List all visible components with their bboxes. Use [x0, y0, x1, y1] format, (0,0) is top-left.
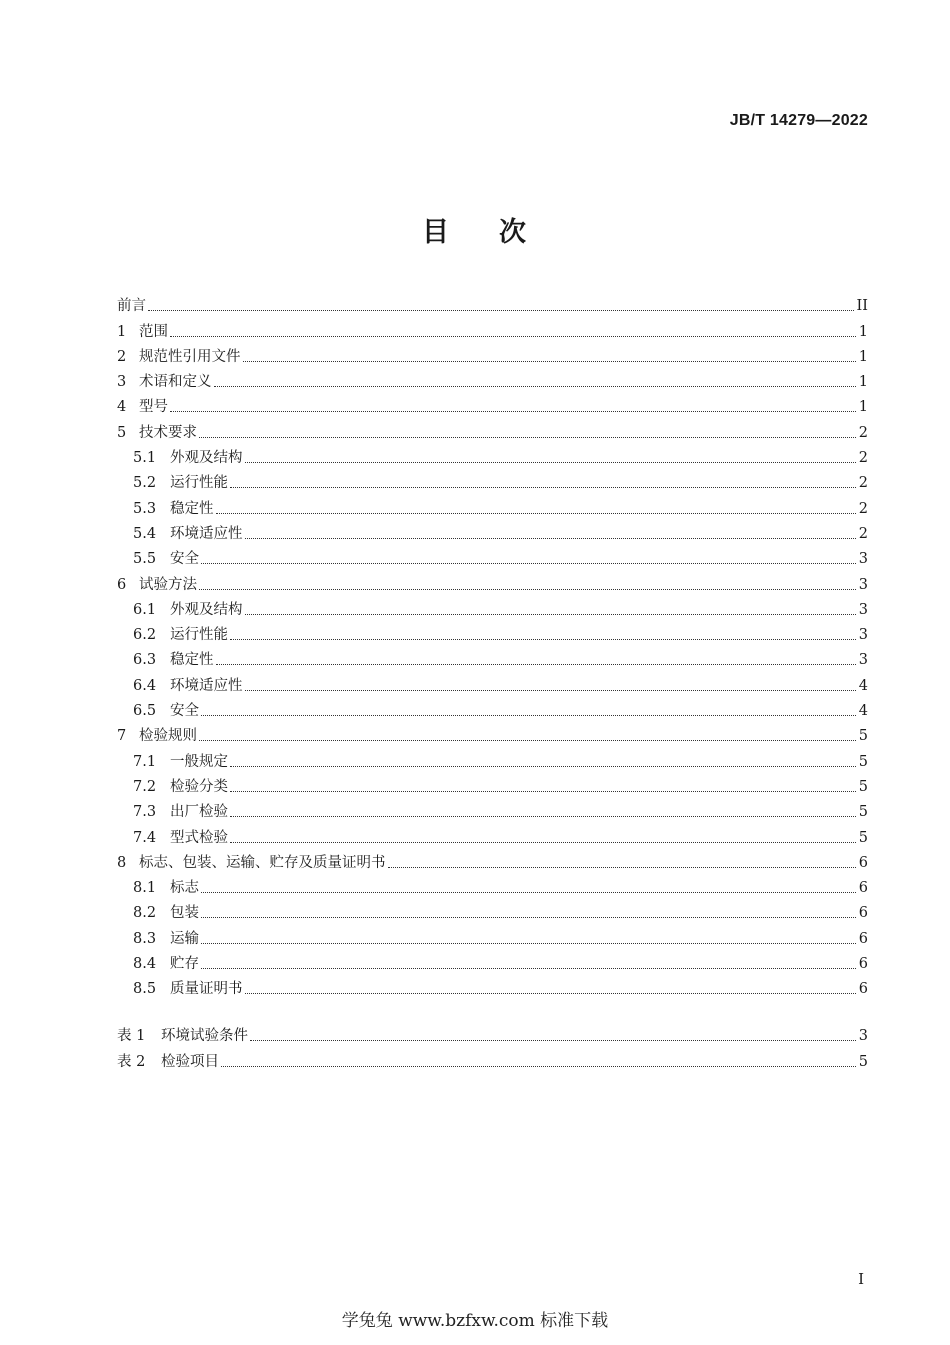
toc-entry-number: 6.2: [133, 627, 157, 644]
toc-entry[interactable]: [117, 821, 868, 846]
dot-leader: [245, 538, 856, 539]
toc-entry-number: 8.2: [133, 905, 157, 922]
toc-entry-title: 安全: [170, 551, 199, 568]
toc-entry-page: 6: [858, 905, 868, 922]
toc-entry[interactable]: [117, 771, 868, 796]
toc-entry-title: 外观及结构: [170, 450, 243, 467]
toc-entry-number: 5.3: [133, 500, 157, 517]
toc-entry-page: 2: [858, 450, 868, 467]
dot-leader: [221, 1066, 856, 1067]
toc-entry-title: 运行性能: [170, 627, 228, 644]
toc-entry-page: 6: [858, 880, 868, 897]
toc-entry[interactable]: [117, 847, 868, 872]
toc-entry-title: 运输: [170, 930, 199, 947]
toc-entry[interactable]: [117, 948, 868, 973]
toc-entry[interactable]: [117, 745, 868, 770]
toc-entry-title: 术语和定义: [139, 374, 212, 391]
toc-entry-number: 8.1: [133, 880, 157, 897]
toc-entry-page: 4: [858, 703, 868, 720]
toc-entry-page: 1: [858, 399, 868, 416]
toc-entry-title: 运行性能: [170, 475, 228, 492]
toc-entry-number: 5.1: [133, 450, 157, 467]
dot-leader: [214, 386, 856, 387]
toc-entry[interactable]: [117, 872, 868, 897]
toc-entry-title: 型式检验: [170, 829, 228, 846]
toc-entry[interactable]: [117, 467, 868, 492]
toc-entry[interactable]: [117, 922, 868, 947]
table-list-entry[interactable]: [117, 1045, 868, 1070]
toc-entry-number: 表 1: [117, 1028, 146, 1045]
toc-entry-title: 范围: [139, 323, 168, 340]
toc-entry-number: 8: [117, 854, 127, 871]
toc-entry[interactable]: [117, 897, 868, 922]
dot-leader: [245, 690, 856, 691]
dot-leader: [388, 867, 856, 868]
dot-leader: [230, 816, 856, 817]
toc-entry-page: 2: [858, 500, 868, 517]
toc-entry-title: 规范性引用文件: [139, 348, 241, 365]
toc-entry[interactable]: [117, 341, 868, 366]
toc-entry-page: 3: [858, 1028, 868, 1045]
toc-entry[interactable]: [117, 442, 868, 467]
page-number: I: [858, 1270, 864, 1288]
dot-leader: [250, 1040, 856, 1041]
toc-entry[interactable]: [117, 290, 868, 315]
toc-entry-number: 8.5: [133, 981, 157, 998]
toc-entry-title: 质量证明书: [170, 981, 243, 998]
toc-entry-title: 标志: [170, 880, 199, 897]
dot-leader: [148, 310, 854, 311]
toc-entry-page: 5: [858, 778, 868, 795]
toc-entry-title: 试验方法: [139, 576, 197, 593]
toc-entry-page: 5: [858, 829, 868, 846]
title-char-1: 目: [422, 217, 451, 248]
toc-entry-number: 6.3: [133, 652, 157, 669]
toc-entry-page: 3: [858, 576, 868, 593]
standard-code: JB/T 14279—2022: [729, 112, 868, 129]
toc-entry-number: 8.3: [133, 930, 157, 947]
toc-entry[interactable]: [117, 796, 868, 821]
toc-entry[interactable]: [117, 568, 868, 593]
toc-entry-title: 检验规则: [139, 728, 197, 745]
title-char-2: 次: [499, 217, 528, 248]
dot-leader: [201, 892, 856, 893]
dot-leader: [230, 791, 856, 792]
dot-leader: [216, 513, 856, 514]
table-list-entry[interactable]: [117, 1020, 868, 1045]
toc-entry-number: 4: [117, 399, 127, 416]
table-of-contents: [117, 290, 868, 998]
toc-entry-title: 环境适应性: [170, 525, 243, 542]
dot-leader: [201, 715, 856, 716]
toc-entry[interactable]: [117, 416, 868, 441]
toc-entry-number: 表 2: [117, 1053, 146, 1070]
toc-entry[interactable]: [117, 315, 868, 340]
toc-entry[interactable]: [117, 720, 868, 745]
toc-entry-page: 3: [858, 551, 868, 568]
toc-entry-title: 型号: [139, 399, 168, 416]
toc-entry-page: 6: [858, 981, 868, 998]
toc-entry-number: 6.5: [133, 703, 157, 720]
toc-entry-number: 7.2: [133, 778, 157, 795]
toc-entry-title: 标志、包装、运输、贮存及质量证明书: [139, 854, 386, 871]
toc-entry-title: 贮存: [170, 956, 199, 973]
toc-entry-title: 稳定性: [170, 652, 214, 669]
toc-entry-title: 包装: [170, 905, 199, 922]
list-of-tables: [117, 1020, 868, 1071]
toc-entry[interactable]: [117, 543, 868, 568]
toc-entry-number: 7.3: [133, 804, 157, 821]
toc-entry-page: 1: [858, 323, 868, 340]
toc-entry-title: 外观及结构: [170, 601, 243, 618]
toc-entry-page: 5: [858, 753, 868, 770]
toc-entry-page: 1: [858, 348, 868, 365]
toc-entry-number: 1: [117, 323, 127, 340]
toc-entry-page: 3: [858, 601, 868, 618]
toc-entry[interactable]: [117, 492, 868, 517]
dot-leader: [170, 411, 856, 412]
toc-entry-title: 稳定性: [170, 500, 214, 517]
toc-entry-page: 6: [858, 930, 868, 947]
toc-entry-number: 7: [117, 728, 127, 745]
toc-entry-page: 5: [858, 728, 868, 745]
toc-entry-number: 7.4: [133, 829, 157, 846]
toc-entry-number: 5: [117, 424, 127, 441]
dot-leader: [199, 589, 856, 590]
dot-leader: [201, 943, 856, 944]
toc-entry-number: 3: [117, 374, 127, 391]
toc-entry-title: 一般规定: [170, 753, 228, 770]
toc-entry-number: 6.4: [133, 677, 157, 694]
toc-entry-title: 环境适应性: [170, 677, 243, 694]
toc-entry-title: 前言: [117, 298, 146, 315]
toc-entry-page: II: [856, 298, 868, 315]
toc-entry-title: 检验项目: [161, 1053, 219, 1070]
toc-entry[interactable]: [117, 973, 868, 998]
toc-entry-number: 5.4: [133, 525, 157, 542]
toc-entry-number: 8.4: [133, 956, 157, 973]
toc-entry-page: 3: [858, 627, 868, 644]
dot-leader: [243, 361, 856, 362]
toc-entry-page: 1: [858, 374, 868, 391]
dot-leader: [170, 336, 856, 337]
toc-entry-number: 2: [117, 348, 127, 365]
dot-leader: [201, 563, 856, 564]
toc-entry-page: 2: [858, 475, 868, 492]
page-title: [0, 210, 950, 249]
dot-leader: [230, 487, 856, 488]
toc-entry-page: 2: [858, 525, 868, 542]
toc-entry-number: 5.2: [133, 475, 157, 492]
toc-entry-title: 出厂检验: [170, 804, 228, 821]
toc-entry-page: 5: [858, 804, 868, 821]
toc-entry[interactable]: [117, 594, 868, 619]
toc-entry[interactable]: [117, 619, 868, 644]
dot-leader: [245, 614, 856, 615]
dot-leader: [245, 462, 856, 463]
dot-leader: [199, 437, 856, 438]
dot-leader: [230, 842, 856, 843]
toc-entry[interactable]: [117, 695, 868, 720]
toc-entry-page: 3: [858, 652, 868, 669]
toc-entry-number: 7.1: [133, 753, 157, 770]
toc-entry-title: 环境试验条件: [161, 1028, 248, 1045]
toc-entry-title: 技术要求: [139, 424, 197, 441]
dot-leader: [199, 740, 856, 741]
footer-watermark: 学兔兔 www.bzfxw.com 标准下载: [341, 1311, 609, 1331]
toc-entry-number: 6.1: [133, 601, 157, 618]
dot-leader: [201, 917, 856, 918]
toc-entry-page: 4: [858, 677, 868, 694]
toc-entry[interactable]: [117, 518, 868, 543]
dot-leader: [230, 766, 856, 767]
toc-entry[interactable]: [117, 366, 868, 391]
toc-entry-number: 5.5: [133, 551, 157, 568]
dot-leader: [216, 664, 856, 665]
toc-entry[interactable]: [117, 669, 868, 694]
dot-leader: [245, 993, 856, 994]
toc-entry-page: 6: [858, 854, 868, 871]
toc-entry-number: 6: [117, 576, 127, 593]
dot-leader: [201, 968, 856, 969]
dot-leader: [230, 639, 856, 640]
toc-entry-page: 5: [858, 1053, 868, 1070]
toc-entry-page: 2: [858, 424, 868, 441]
toc-entry[interactable]: [117, 391, 868, 416]
toc-entry-title: 检验分类: [170, 778, 228, 795]
toc-entry-page: 6: [858, 956, 868, 973]
toc-entry[interactable]: [117, 644, 868, 669]
toc-entry-title: 安全: [170, 703, 199, 720]
